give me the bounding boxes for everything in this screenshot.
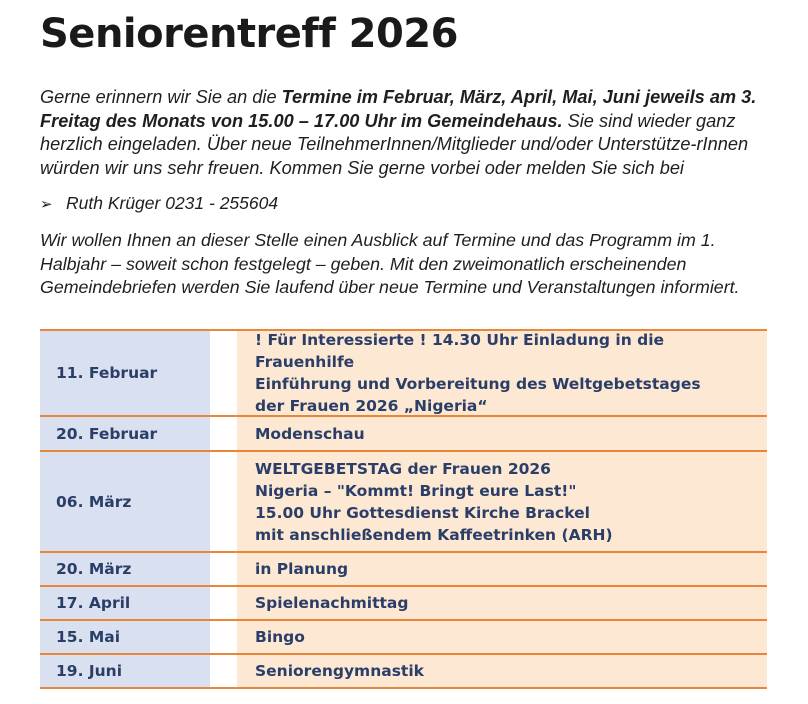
event-line: Nigeria – "Kommt! Bringt eure Last!"	[255, 481, 577, 500]
page-title: Seniorentreff 2026	[40, 11, 458, 57]
event-line: 15.00 Uhr Gottesdienst Kirche Brackel	[255, 503, 590, 522]
schedule-event	[237, 655, 767, 687]
intro-text-end: Sie sind wieder ganz herzlich eingeladen. Über neue TeilnehmerInnen/Mitglieder und/oder Unterstütze-rInnen würden wir uns sehr freuen. Kommen Sie gerne vorbei oder melden Sie sich bei	[40, 110, 749, 178]
contact-person: Ruth Krüger 0231 - 255604	[66, 193, 279, 213]
schedule-date: 17. April	[40, 587, 210, 619]
schedule-event	[237, 331, 767, 415]
event-line: Einführung und Vorbereitung des Weltgebetstages	[255, 375, 701, 393]
contact-line	[40, 192, 278, 216]
schedule-row	[40, 585, 767, 619]
schedule-event	[237, 587, 767, 619]
arrow-bullet-icon: ➢	[40, 196, 53, 213]
outro-paragraph: Wir wollen Ihnen an dieser Stelle einen Ausblick auf Termine und das Programm im 1. Halbjahr – soweit schon festgelegt – geben. Mit den zweimonatlich erscheinenden Gemeindebriefen werden Sie laufend über neue Termine und Veranstaltungen informiert.	[40, 230, 740, 297]
schedule-row	[40, 653, 767, 689]
schedule-row	[40, 619, 767, 653]
event-line: Modenschau	[255, 424, 365, 443]
schedule-row	[40, 450, 767, 551]
event-line: Seniorengymnastik	[255, 662, 424, 680]
event-line: Bingo	[255, 628, 305, 646]
schedule-date: 06. März	[40, 452, 210, 551]
schedule-date: 19. Juni	[40, 655, 210, 687]
intro-paragraph	[40, 86, 780, 180]
schedule-date: 11. Februar	[40, 331, 210, 415]
event-line: der Frauen 2026 „Nigeria“	[255, 397, 488, 415]
schedule-event	[237, 417, 767, 450]
intro-highlight: Termine im Februar, März, April, Mai, Juni jeweils am 3. Freitag des Monats von 15.00 – 17.00 Uhr im Gemeindehaus.	[40, 87, 757, 131]
schedule-event	[237, 452, 767, 551]
schedule-date: 15. Mai	[40, 621, 210, 653]
event-line: in Planung	[255, 560, 349, 578]
schedule-date: 20. März	[40, 553, 210, 585]
intro-text-start: Gerne erinnern wir Sie an die	[40, 87, 282, 107]
schedule-table	[40, 329, 767, 689]
schedule-row	[40, 415, 767, 450]
schedule-date: 20. Februar	[40, 417, 210, 450]
event-line: Spielenachmittag	[255, 594, 409, 612]
schedule-row	[40, 329, 767, 415]
event-line: WELTGEBETSTAG der Frauen 2026	[255, 459, 551, 478]
event-line: mit anschließendem Kaffeetrinken (ARH)	[255, 525, 613, 544]
schedule-event	[237, 621, 767, 653]
schedule-event	[237, 553, 767, 585]
event-line: ! Für Interessierte ! 14.30 Uhr Einladung in die Frauenhilfe	[255, 331, 665, 371]
schedule-row	[40, 551, 767, 585]
